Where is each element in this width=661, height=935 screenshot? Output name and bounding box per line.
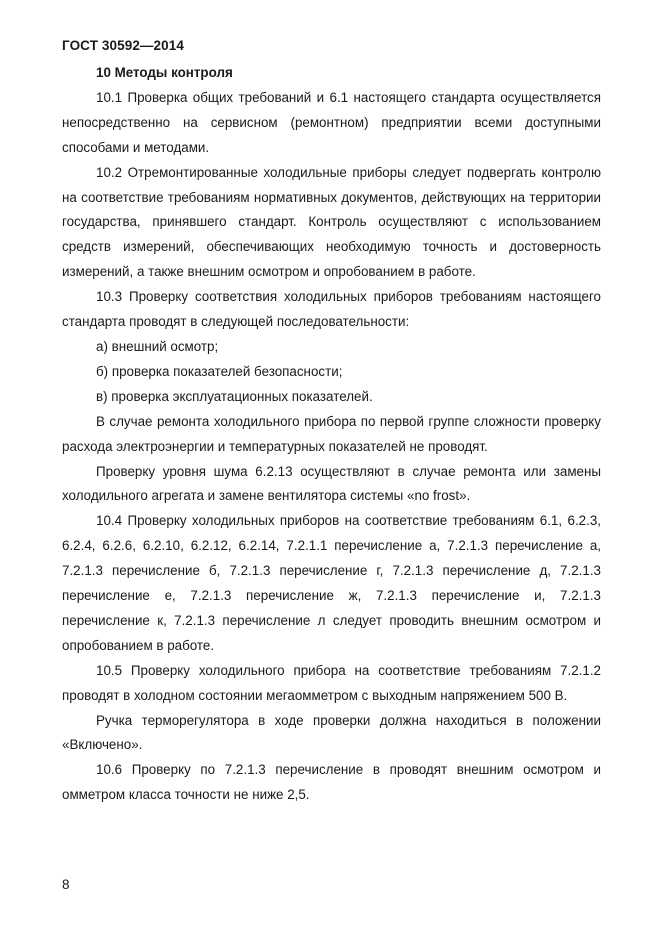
paragraph-10-3: 10.3 Проверку соответствия холодильных приборов требованиям настоящего стандарта проводят в следующей последовательности: (62, 289, 601, 330)
list-item-v: в) проверка эксплуатационных показателей. (96, 388, 373, 404)
paragraph-10-6: 10.6 Проверку по 7.2.1.3 перечисление в проводят внешним осмотром и омметром класса точности не ниже 2,5. (62, 762, 601, 803)
document-body (62, 61, 601, 808)
paragraph-10-4: 10.4 Проверку холодильных приборов на соответствие требованиям 6.1, 6.2.3, 6.2.4, 6.2.6, 6.2.10, 6.2.12, 6.2.14, 7.2.1.1 перечисление а, 7.2.1.3 перечисление а, 7.2.1.3 перечисление б, 7.2.1.3 перечисление г, 7.2.1.3 перечисление д, 7.2.1.3 перечисление е, 7.2.1.3 перечисление ж, 7.2.1.3 перечисление и, 7.2.1.3 перечисление к, 7.2.1.3 перечисление л следует проводить внешним осмотром и опробованием в работе. (62, 513, 601, 653)
paragraph-10-5: 10.5 Проверку холодильного прибора на соответствие требованиям 7.2.1.2 проводят в холодном состоянии мегаомметром с выходным напряжением 500 В. (62, 662, 601, 703)
section-title: 10 Методы контроля (96, 65, 233, 80)
paragraph-10-2: 10.2 Отремонтированные холодильные приборы следует подвергать контролю на соответствие требованиям нормативных документов, действующих на территории государства, принявшего стандарт. Контроль осуществляют с использованием средств измерений, обеспечивающих необходимую точность и достоверность измерений, а также внешним осмотром и опробованием в работе. (62, 164, 601, 280)
paragraph-10-1: 10.1 Проверка общих требований и 6.1 настоящего стандарта осуществляется непосредственно на сервисном (ремонтном) предприятии всеми доступными способами и методами. (62, 89, 601, 155)
paragraph-thermostat-handle: Ручка терморегулятора в ходе проверки должна находиться в положении «Включено». (62, 712, 601, 753)
page-number: 8 (62, 877, 70, 892)
list-item-a: а) внешний осмотр; (96, 338, 219, 354)
list-item-b: б) проверка показателей безопасности; (96, 363, 343, 379)
paragraph-repair-group: В случае ремонта холодильного прибора по первой группе сложности проверку расхода электроэнергии и температурных показателей не проводят. (62, 413, 601, 454)
paragraph-noise-check: Проверку уровня шума 6.2.13 осуществляют в случае ремонта или замены холодильного агрегата и замене вентилятора системы «no frost». (62, 463, 601, 504)
standard-header: ГОСТ 30592—2014 (62, 38, 184, 53)
